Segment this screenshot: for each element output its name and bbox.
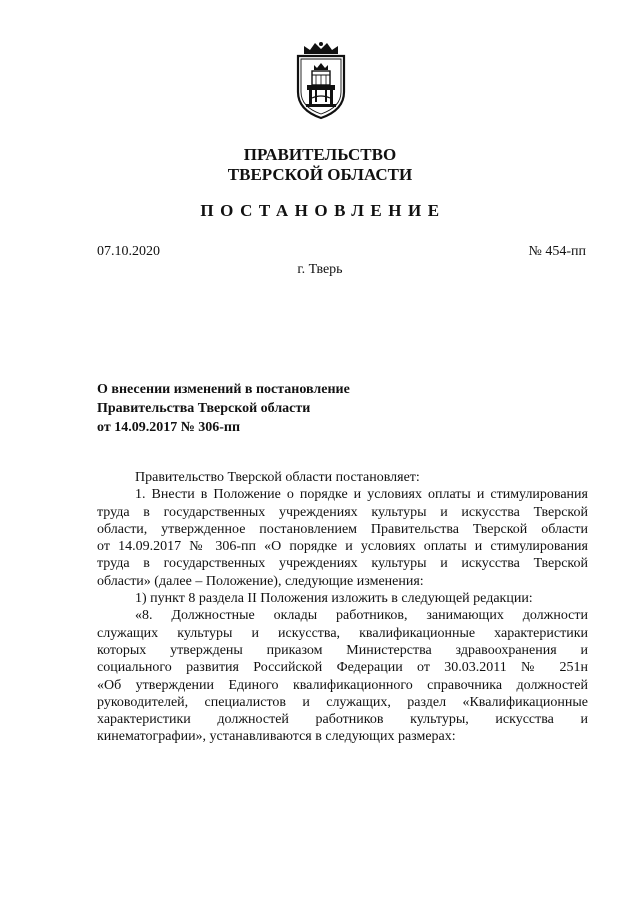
document-subject	[97, 380, 350, 437]
subject-line: О внесении изменений в постановление	[97, 382, 350, 397]
body-line: характеристики должностей работников культуры, искусства и	[97, 712, 588, 728]
document-date: 07.10.2020	[97, 244, 160, 259]
document-type-title: ПОСТАНОВЛЕНИЕ	[200, 201, 446, 220]
body-line: 1) пункт 8 раздела II Положения изложить в следующей редакции:	[135, 591, 533, 607]
government-title-line2: ТВЕРСКОЙ ОБЛАСТИ	[227, 165, 413, 184]
body-line: от 14.09.2017 № 306-пп «О порядке и условиях оплаты и стимулирования	[97, 539, 588, 555]
document-body	[97, 469, 588, 746]
body-line: служащих культуры и искусства, квалификационные характеристики	[97, 625, 588, 641]
body-line: труда в государственных учреждениях культуры и искусства Тверской	[97, 556, 588, 572]
government-title-line1: ПРАВИТЕЛЬСТВО	[243, 145, 397, 164]
body-line: «Об утверждении Единого квалификационного справочника должностей	[97, 677, 588, 693]
body-line: которых утверждены приказом Министерства здравоохранения и	[97, 642, 588, 658]
body-line: области, утвержденное постановлением Правительства Тверской области	[97, 521, 588, 537]
document-number: № 454-пп	[528, 244, 586, 259]
body-line: руководителей, специалистов и служащих, раздел «Квалификационные	[97, 694, 588, 710]
body-line: 1. Внести в Положение о порядке и условиях оплаты и стимулирования	[135, 487, 588, 503]
subject-line: Правительства Тверской области	[97, 401, 311, 416]
body-line: области» (далее – Положение), следующие изменения:	[97, 573, 424, 589]
body-line: труда в государственных учреждениях культуры и искусства Тверской	[97, 504, 588, 520]
subject-line: от 14.09.2017 № 306-пп	[97, 420, 241, 435]
body-line: социального развития Российской Федерации от 30.03.2011 № 251н	[97, 660, 588, 676]
document-city: г. Тверь	[297, 262, 343, 277]
tver-oblast-coat-of-arms-icon	[290, 40, 352, 122]
body-line: «8. Должностные оклады работников, занимающих должности	[135, 608, 588, 624]
body-line: кинематографии», устанавливаются в следующих размерах:	[97, 729, 456, 745]
body-line: Правительство Тверской области постановляет:	[135, 470, 420, 485]
